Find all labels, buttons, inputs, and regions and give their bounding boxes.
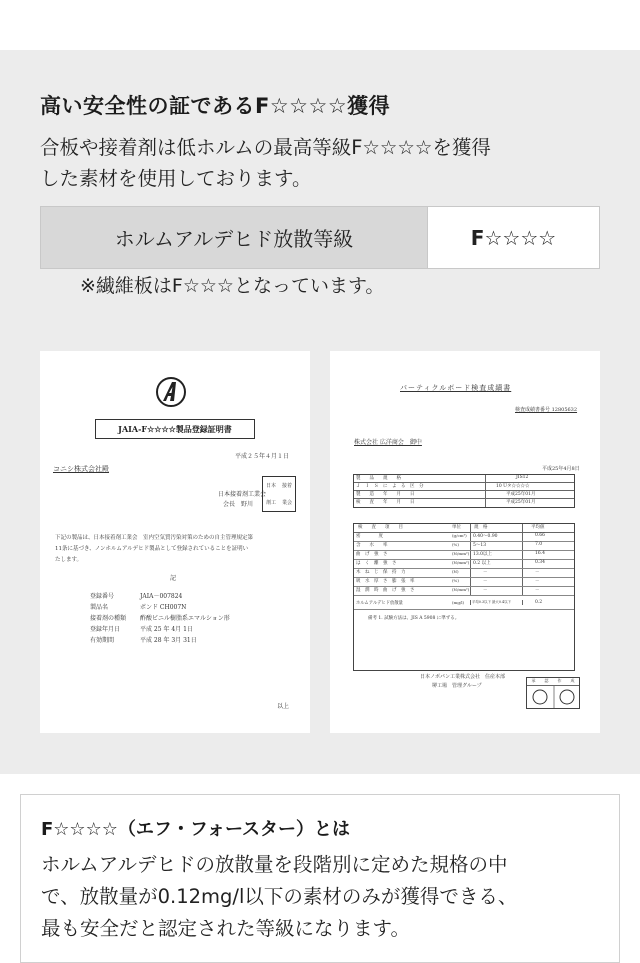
results-row xyxy=(354,569,574,578)
field-value: 平成 28 年 3月 31日 xyxy=(140,637,197,644)
column-header: 単位 xyxy=(452,525,461,530)
seal-char: 日本 xyxy=(265,483,276,489)
result-unit: (N/mm²) xyxy=(452,587,470,592)
approval-stamp-box xyxy=(526,677,580,709)
certificate-body-line: 下記の製品は、日本接着剤工業会 室内空気質汚染対策のための自主管理規定第 xyxy=(55,535,254,541)
certificate-recipient: コニシ株式会社殿 xyxy=(53,465,109,473)
section-heading: 高い安全性の証であるF☆☆☆☆獲得 xyxy=(40,94,391,118)
result-unit: (N/mm²) xyxy=(452,560,470,565)
info-value: JIS12 xyxy=(516,475,529,480)
info-label: Ｊ Ｉ Ｓ に よ る 区 分 xyxy=(354,483,486,490)
info-row xyxy=(354,475,574,483)
info-value: 10 Uタ☆☆☆☆ xyxy=(496,484,530,489)
stamp-label: 認 xyxy=(544,678,549,683)
certificate-closing: 以上 xyxy=(277,703,290,710)
certificate-title: JAIA-F☆☆☆☆製品登録証明書 xyxy=(118,423,232,434)
result-avg: 0.66 xyxy=(522,533,545,541)
result-unit: (N/mm²) xyxy=(452,551,470,556)
report-issuer: 日本ノボパン工業株式会社 住産本部 xyxy=(420,674,506,680)
definition-line: 最も安全だと認定された等級になります。 xyxy=(41,917,410,940)
certificate-document xyxy=(40,351,310,733)
results-row xyxy=(354,533,574,542)
report-recipient: 株式会社 広洋商会 御中 xyxy=(354,439,422,446)
field-value: JAIA－007824 xyxy=(140,593,183,600)
field-label: 有効期間 xyxy=(90,637,115,644)
report-results-table xyxy=(353,523,575,671)
column-header: 規 格 xyxy=(470,524,522,532)
result-spec: － xyxy=(470,587,522,595)
results-row xyxy=(354,560,574,569)
result-spec: － xyxy=(470,569,522,577)
result-spec: － xyxy=(470,578,522,586)
approval-seal-icon xyxy=(527,686,581,708)
report-date: 平成25年4月8日 xyxy=(542,466,580,472)
column-header: 検 査 項 目 xyxy=(358,525,403,530)
results-row xyxy=(354,587,574,596)
info-value: 平成25年01月 xyxy=(506,500,536,505)
report-info-table xyxy=(353,474,575,508)
field-label: 登録年月日 xyxy=(90,626,121,633)
definition-line: ホルムアルデヒドの放散量を段階別に定めた規格の中 xyxy=(41,853,508,876)
field-value: 酢酸ビニル樹脂系エマルション形 xyxy=(140,615,230,622)
info-label: 製 品 規 格 xyxy=(354,475,486,482)
result-avg: － xyxy=(522,569,540,577)
result-item: 密 度 xyxy=(356,534,383,539)
certificate-issuer: 日本接着剤工業会 xyxy=(218,491,267,498)
jaia-logo-icon xyxy=(155,376,187,408)
fiberboard-note: ※繊維板はF☆☆☆となっています。 xyxy=(80,275,385,297)
result-avg: 0.2 xyxy=(522,600,542,605)
field-label: 接着剤の種類 xyxy=(90,615,127,622)
result-unit: (g/cm³) xyxy=(452,533,467,538)
result-unit: (%) xyxy=(452,578,459,583)
results-row xyxy=(354,596,574,610)
report-remark: 備考 1. 試験方法は、JIS A 5908 に準ずる。 xyxy=(368,616,460,621)
result-spec: 平均0.3以下 最大0.4以下 xyxy=(470,600,522,605)
definition-body xyxy=(41,849,601,945)
result-item: 木 ね じ 保 持 力 xyxy=(356,570,406,575)
lead-line: した素材を使用しております。 xyxy=(40,167,312,190)
result-spec: 13.0以上 xyxy=(470,551,522,559)
lead-paragraph xyxy=(40,132,600,194)
info-row xyxy=(354,491,574,499)
column-header: 平均値 xyxy=(522,524,545,532)
report-title: パーティクルボード検査成績書 xyxy=(400,384,512,392)
result-spec: 0.40～0.90 xyxy=(470,533,522,541)
results-row xyxy=(354,542,574,551)
definition-line: で、放散量が0.12mg/l以下の素材のみが獲得できる、 xyxy=(41,885,518,908)
certificate-issuer: 会長 野川 xyxy=(223,501,254,508)
result-avg: 0.34 xyxy=(522,560,545,568)
seal-char: 剤工 xyxy=(265,500,276,506)
lead-line: 合板や接着剤は低ホルムの最高等級F☆☆☆☆を獲得 xyxy=(40,136,491,159)
stamp-labels xyxy=(527,678,579,686)
result-avg: 7.0 xyxy=(522,542,542,550)
official-seal-stamp xyxy=(262,476,296,512)
certificate-date: 平成２５年４月１日 xyxy=(235,453,290,460)
result-item: 曲 げ 強 さ xyxy=(356,552,388,557)
result-item: ホルムアルデヒド放散量 xyxy=(356,600,403,606)
stamp-label: 作 xyxy=(557,678,562,683)
definition-title: F☆☆☆☆（エフ・フォースター）とは xyxy=(41,819,351,840)
stamp-label: 承 xyxy=(531,678,536,683)
result-item: 湿 潤 時 曲 げ 強 さ xyxy=(356,588,415,593)
report-issuer: 堺工場 管理グループ xyxy=(432,683,482,689)
seal-char: 接着 xyxy=(281,483,292,489)
results-row xyxy=(354,578,574,587)
result-item: 含 水 率 xyxy=(356,543,388,548)
result-item: は く 離 強 さ xyxy=(356,561,397,566)
result-item: 吸 水 厚 さ 膨 張 率 xyxy=(356,579,415,584)
result-unit: (N) xyxy=(452,569,459,574)
result-unit: (mg/l) xyxy=(452,600,465,605)
report-number: 検査成績書番号 12805632 xyxy=(515,407,578,413)
result-unit: (%) xyxy=(452,542,459,547)
test-report-document xyxy=(330,351,600,733)
certificate-ki: 記 xyxy=(170,575,177,582)
result-avg: － xyxy=(522,587,540,595)
result-spec: 0.2 以上 xyxy=(470,560,522,568)
field-value: 平成 25 年 4月 1日 xyxy=(140,626,193,633)
certificate-title-box xyxy=(95,419,255,439)
info-label: 製 造 年 月 日 xyxy=(354,491,486,498)
grade-value: F☆☆☆☆ xyxy=(428,207,599,268)
info-row xyxy=(354,483,574,491)
field-label: 製品名 xyxy=(90,604,109,611)
seal-char: 業会 xyxy=(281,500,292,506)
info-value: 平成25年01月 xyxy=(506,492,536,497)
result-avg: 16.4 xyxy=(522,551,545,559)
stamp-label: 成 xyxy=(570,678,575,683)
result-spec: 5～13 xyxy=(470,542,522,550)
info-label: 検 査 年 月 日 xyxy=(354,499,486,507)
results-row xyxy=(354,551,574,560)
field-label: 登録番号 xyxy=(90,593,115,600)
info-row xyxy=(354,499,574,507)
grade-table xyxy=(40,206,600,269)
grade-label: ホルムアルデヒド放散等級 xyxy=(41,207,428,268)
results-header-row xyxy=(354,524,574,533)
field-value: ボンド CH007N xyxy=(140,604,187,611)
certificate-body-line: 11条に基づき、ノンホルムアルデヒド製品として登録されていることを証明い xyxy=(55,546,249,552)
certificate-body-line: たします。 xyxy=(55,557,83,563)
definition-box xyxy=(20,794,620,963)
result-avg: － xyxy=(522,578,540,586)
